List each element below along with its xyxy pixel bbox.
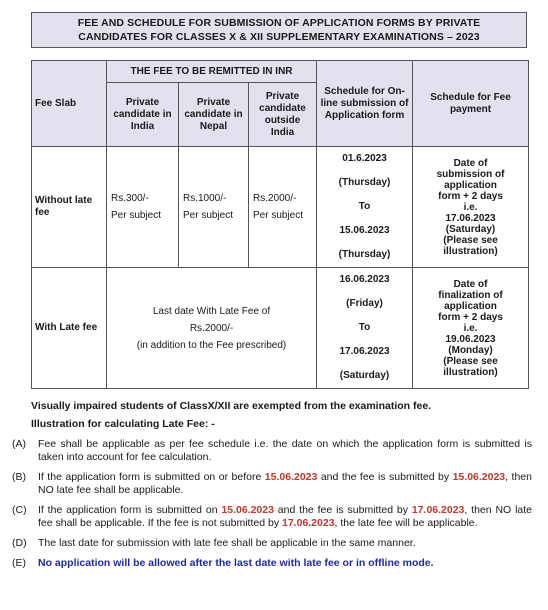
header-private-nepal: Private candidate in Nepal (179, 83, 249, 147)
list-item (12, 557, 532, 570)
online-schedule-cell (317, 268, 413, 389)
list-item-marker: (B) (12, 471, 26, 483)
schedule-line: 15.06.2023 (339, 225, 390, 236)
list-item-text (38, 504, 532, 530)
title-line-1: FEE AND SCHEDULE FOR SUBMISSION OF APPLICATION FORMS BY PRIVATE (77, 17, 481, 29)
list-item (12, 504, 532, 530)
payment-line: form + 2 days (438, 190, 503, 202)
payment-line: (Saturday) (445, 223, 496, 235)
visually-impaired-note: Visually impaired students of ClassX/XII are exempted from the examination fee. (31, 400, 432, 412)
fee-outside-cell (249, 147, 317, 268)
payment-line: application (444, 179, 497, 191)
schedule-line: (Thursday) (338, 177, 391, 188)
schedule-line: (Thursday) (338, 249, 391, 260)
payment-line: (Monday) (448, 344, 493, 356)
header-fee-slab: Fee Slab (32, 61, 107, 147)
row-label: Without late fee (32, 147, 107, 268)
text-segment: If the application form is submitted on or before (38, 471, 265, 483)
header-private-india: Private candidate in India (107, 83, 179, 147)
fee-nepal-cell (179, 147, 249, 268)
table-row-with-late-fee (32, 268, 529, 389)
text-segment: The last date for submission with late fee shall be applicable in the same manner. (38, 537, 416, 549)
illustration-list (12, 438, 532, 570)
list-item-text (38, 471, 532, 497)
list-item (12, 438, 532, 464)
highlighted-date: 17.06.2023 (411, 504, 465, 516)
table-row-without-late-fee (32, 147, 529, 268)
late-fee-cell (107, 268, 317, 389)
row-label: With Late fee (32, 268, 107, 389)
text-segment: If the application form is submitted on (38, 504, 222, 516)
schedule-line: 01.6.2023 (342, 153, 387, 164)
fee-amount: Rs.1000/- (183, 193, 227, 204)
payment-line: illustration) (443, 245, 498, 257)
payment-line: form + 2 days (438, 311, 503, 323)
payment-schedule-cell (413, 268, 529, 389)
fee-unit: Per subject (253, 210, 304, 221)
schedule-line: 17.06.2023 (339, 346, 390, 357)
illustration-heading: Illustration for calculating Late Fee: - (31, 418, 215, 430)
list-item-marker: (D) (12, 537, 27, 549)
list-item (12, 471, 532, 497)
payment-line: Date of (453, 278, 488, 290)
list-item (12, 537, 532, 550)
payment-line: application (444, 300, 497, 312)
fee-amount: Rs.2000/- (253, 193, 297, 204)
text-segment: and the fee is submitted by (273, 504, 412, 516)
late-fee-line: (in addition to the Fee prescribed) (136, 339, 287, 351)
payment-line: illustration) (443, 366, 498, 378)
fee-unit: Per subject (183, 210, 234, 221)
list-item-marker: (C) (12, 504, 27, 516)
schedule-line: To (358, 201, 371, 212)
schedule-line: (Friday) (346, 298, 383, 309)
payment-line: i.e. (463, 201, 478, 213)
list-item-text (38, 537, 532, 550)
late-fee-line: Last date With Late Fee of (152, 305, 271, 317)
list-item-text (38, 438, 532, 464)
list-item-marker: (A) (12, 438, 26, 450)
header-fee-group: THE FEE TO BE REMITTED IN INR (107, 61, 317, 83)
list-item-marker: (E) (12, 557, 26, 569)
schedule-line: To (358, 322, 371, 333)
payment-line: 19.06.2023 (445, 333, 496, 345)
payment-line: finalization of (438, 289, 503, 301)
text-segment: , then NO late fee shall be applicable. (38, 471, 532, 496)
late-fee-line: Rs.2000/- (189, 322, 234, 334)
header-private-outside: Private candidate outside India (249, 83, 317, 147)
fee-india-cell (107, 147, 179, 268)
highlighted-date: 15.06.2023 (264, 471, 318, 483)
text-segment: , then NO late fee shall be applicable. If the fee is not submitted by (38, 504, 532, 529)
payment-line: (Please see (443, 355, 498, 367)
highlighted-date: 17.06.2023 (281, 517, 335, 529)
header-payment-schedule: Schedule for Fee payment (413, 61, 529, 147)
title-line-2: CANDIDATES FOR CLASSES X & XII SUPPLEMENTARY EXAMINATIONS – 2023 (78, 31, 480, 43)
text-segment: Fee shall be applicable as per fee schedule i.e. the date on which the application form is submitted is taken into account for fee calculation. (38, 438, 532, 463)
text-segment: , the late fee will be applicable. (334, 517, 478, 529)
schedule-line: (Saturday) (339, 370, 390, 381)
payment-line: i.e. (463, 322, 478, 334)
payment-line: 17.06.2023 (445, 212, 496, 224)
payment-line: (Please see (443, 234, 498, 246)
page-title (31, 12, 527, 48)
text-segment: and the fee is submitted by (317, 471, 453, 483)
schedule-line: 16.06.2023 (339, 274, 390, 285)
fee-amount: Rs.300/- (111, 193, 149, 204)
notes-section (12, 400, 532, 577)
payment-line: Date of (453, 157, 488, 169)
highlighted-date: 15.06.2023 (452, 471, 506, 483)
fee-schedule-table (31, 60, 529, 389)
highlighted-text: No application will be allowed after the last date with late fee or in offline mode. (38, 557, 434, 569)
fee-unit: Per subject (111, 210, 162, 221)
header-online-schedule: Schedule for On-line submission of Application form (317, 61, 413, 147)
highlighted-date: 15.06.2023 (221, 504, 274, 516)
payment-line: submission of (436, 168, 505, 180)
list-item-text (38, 557, 532, 570)
online-schedule-cell (317, 147, 413, 268)
payment-schedule-cell (413, 147, 529, 268)
